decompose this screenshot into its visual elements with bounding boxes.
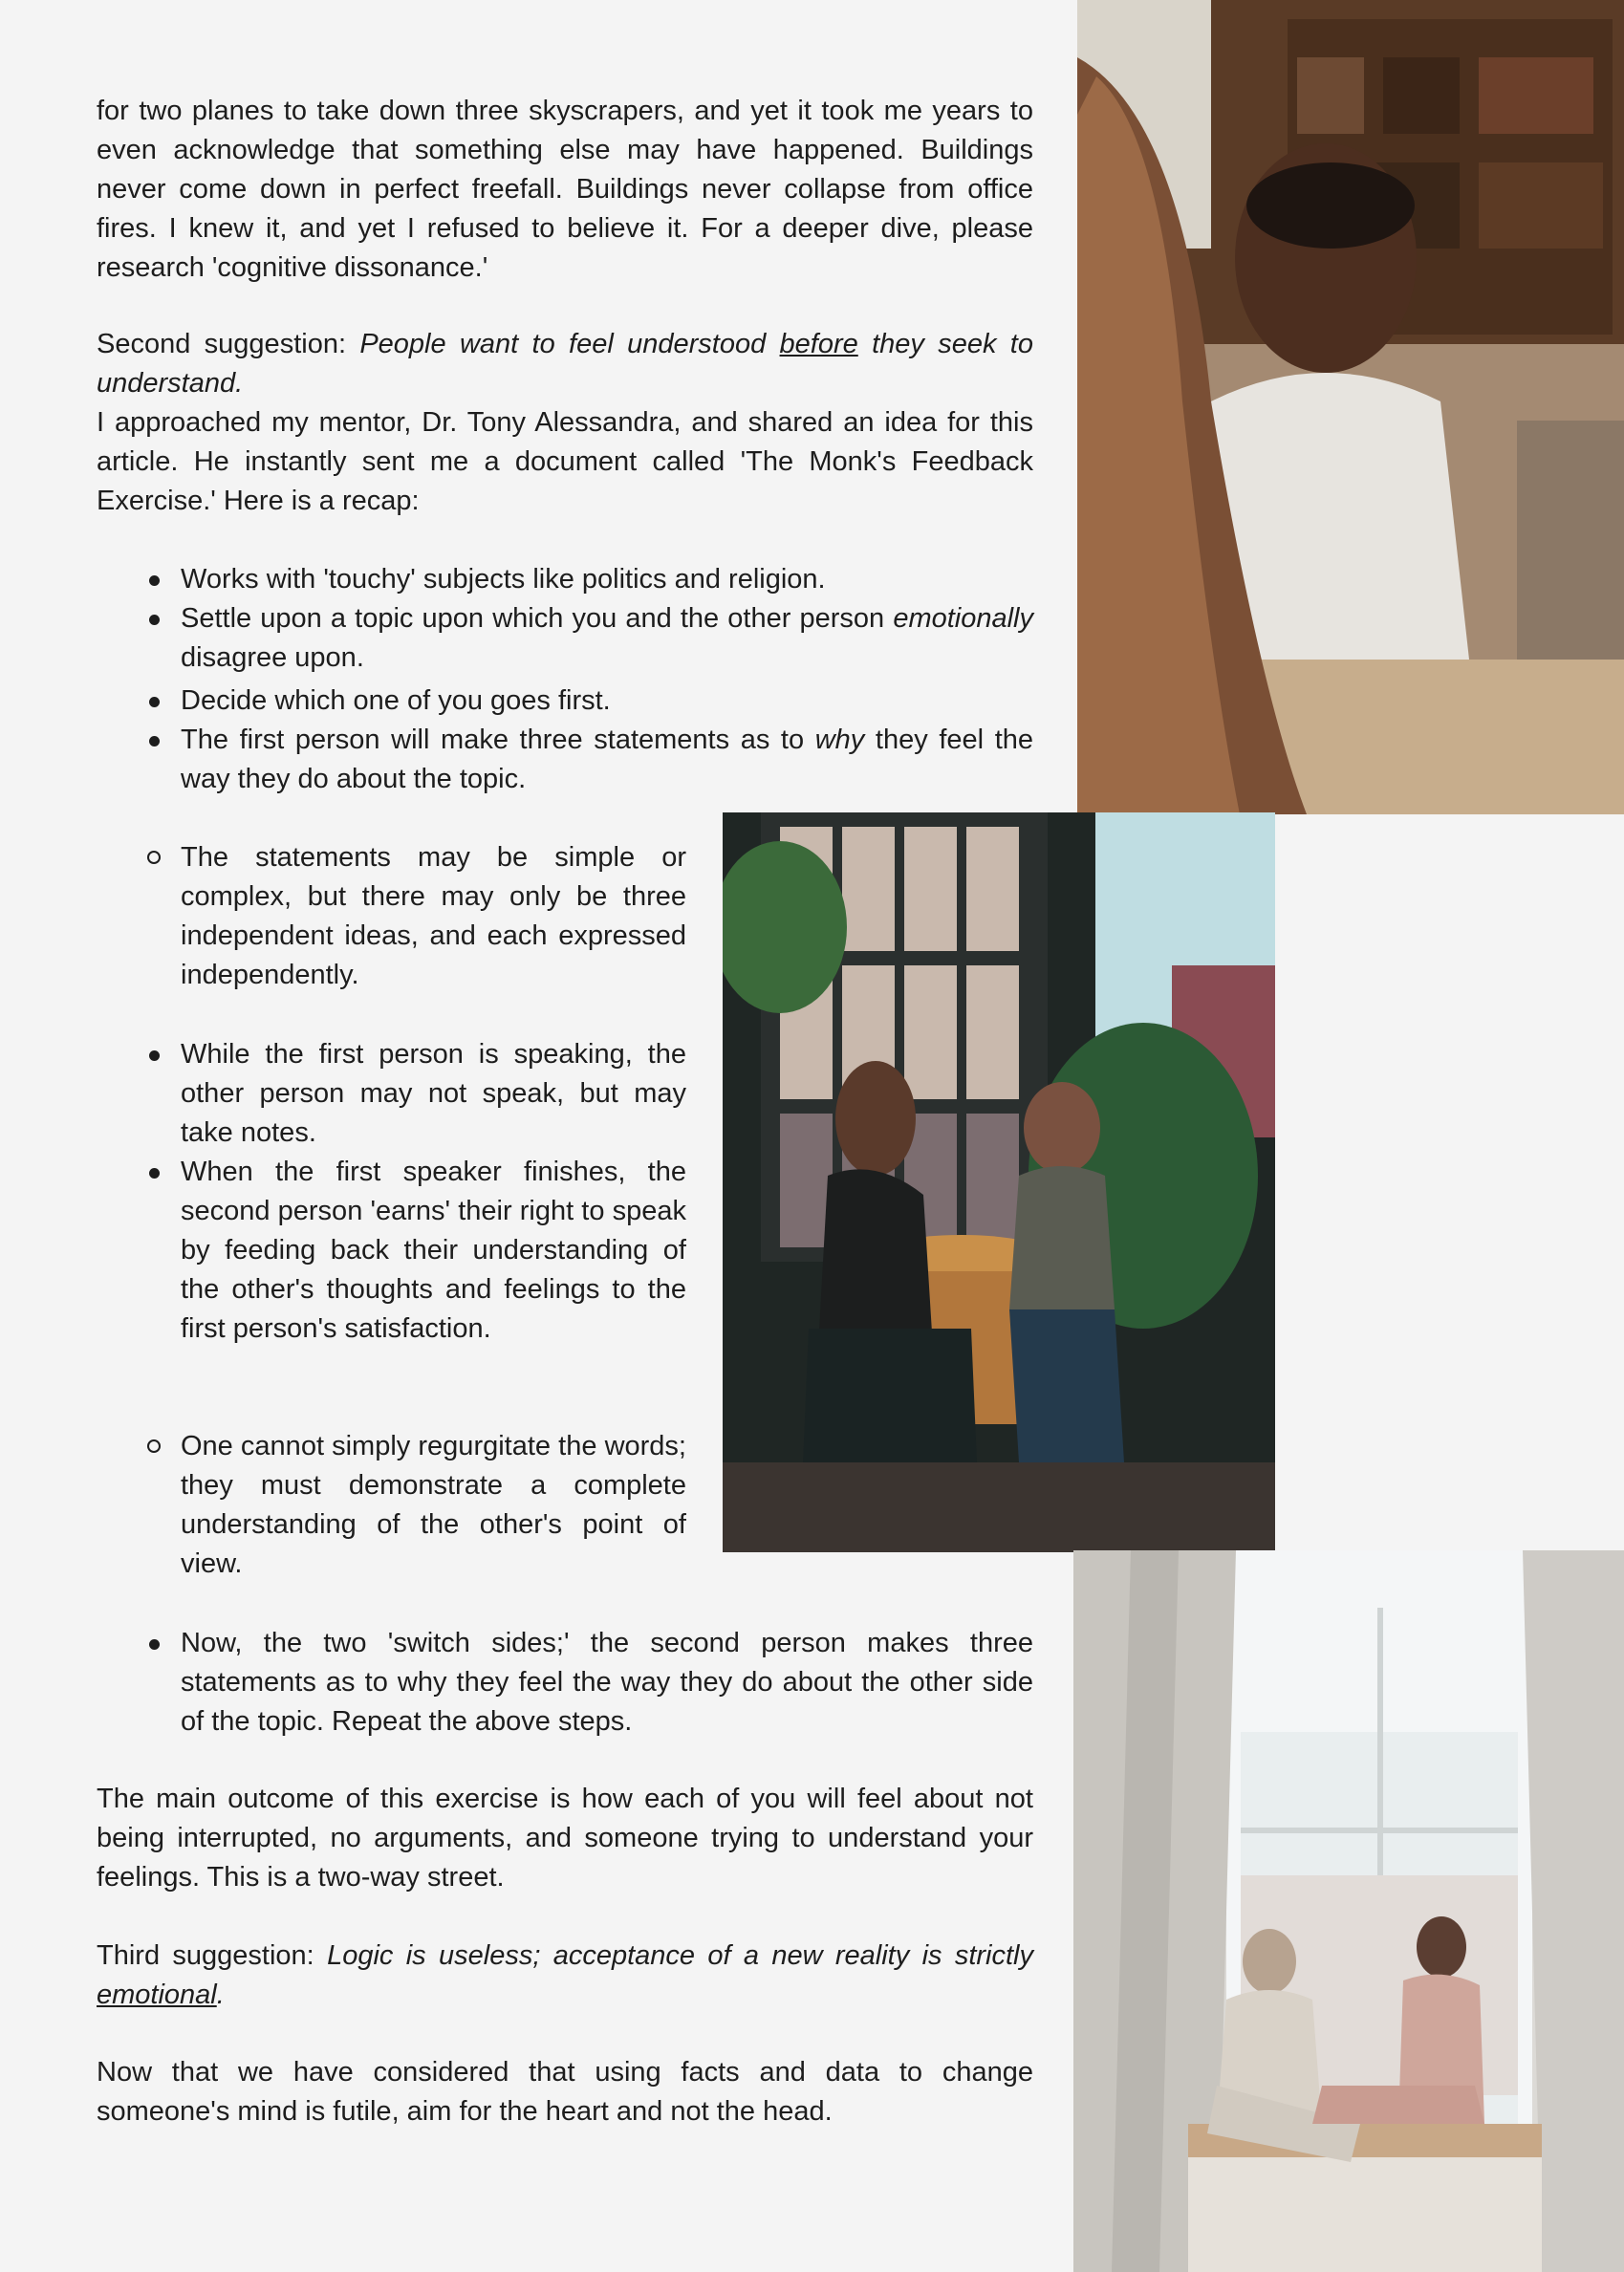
list-item-3 [97, 682, 1033, 721]
photo-man-talking-in-cafe [1077, 0, 1624, 814]
photo-women-sitting-by-window [1073, 1550, 1624, 2272]
paragraph-outcome-text: The main outcome of this exercise is how each of you will feel about not being interrupted, no arguments, and someone trying to understand your feelings. This is a two-way street. [97, 1784, 1033, 1893]
third-suggestion-quote-underlined: emotional [97, 1980, 217, 2010]
list-item-4-emphasis: why [814, 725, 865, 755]
paragraph-conclusion [97, 2053, 1033, 2131]
sub-list-item-1-text: The statements may be simple or complex, but there may only be three independent ideas, and each expressed independently. [181, 842, 686, 990]
sub-list-item-2-text: One cannot simply regurgitate the words; they must demonstrate a complete understanding of the other's point of view. [181, 1431, 686, 1579]
bullet-dot-icon [144, 1035, 163, 1074]
list-item-4-text-a: The first person will make three statements as to [181, 725, 815, 755]
bullet-dot-icon [144, 1153, 163, 1192]
list-item-4 [97, 721, 1033, 799]
list-item-2-text [181, 599, 1033, 678]
sub-list-item-1 [97, 838, 686, 995]
list-item-7-text: Now, the two 'switch sides;' the second person makes three statements as to why they feel the way they do about the other side of the topic. Repeat the above steps. [181, 1628, 1033, 1737]
list-item-2-text-a: Settle upon a topic upon which you and the other person [181, 603, 894, 634]
paragraph-intro [97, 92, 1033, 288]
list-item-3-text: Decide which one of you goes first. [181, 685, 611, 716]
list-item-2 [97, 599, 1033, 678]
paragraph-conclusion-text: Now that we have considered that using facts and data to change someone's mind is futile, aim for the heart and not the head. [97, 2057, 1033, 2127]
list-item-7 [97, 1624, 1033, 1742]
photo-women-at-cafe-table [723, 812, 1275, 1552]
list-item-6-text: When the first speaker finishes, the second person 'earns' their right to speak by feeding back their understanding of the other's thoughts and feelings to the first person's satisfaction. [181, 1157, 686, 1344]
third-suggestion-block [97, 1937, 1033, 2015]
third-suggestion-lead: Third suggestion: [97, 1940, 328, 1971]
list-item-6 [97, 1153, 686, 1349]
paragraph-intro-text: for two planes to take down three skyscrapers, and yet it took me years to even acknowledge that something else may have happened. Buildings never come down in perfect freefall. Buildings never collapse from office fires. I knew it, and yet I refused to believe it. For a deeper dive, please research 'cognitive dissonance.' [97, 96, 1033, 283]
bullet-circle-icon [144, 1427, 163, 1466]
second-suggestion-lead: Second suggestion: [97, 329, 360, 359]
second-suggestion [97, 325, 1033, 403]
sub-list-item-2 [97, 1427, 686, 1584]
list-item-5 [97, 1035, 686, 1153]
second-suggestion-quote-underlined: before [779, 329, 858, 359]
bullet-dot-icon [144, 599, 163, 638]
list-item-1 [97, 560, 1033, 599]
list-item-2-text-b: disagree upon. [181, 642, 364, 673]
list-item-5-text: While the first person is speaking, the other person may not speak, but may take notes. [181, 1039, 686, 1148]
list-item-4-text-b: they feel the way they do about the topic. [181, 725, 1034, 794]
third-suggestion-quote-a: Logic is useless; acceptance of a new reality is strictly [327, 1940, 1033, 1971]
bullet-dot-icon [144, 1624, 163, 1663]
paragraph-outcome [97, 1780, 1033, 1897]
list-item-2-emphasis: emotionally [893, 603, 1033, 634]
second-suggestion-block [97, 325, 1033, 521]
bullet-dot-icon [144, 682, 163, 721]
bullet-circle-icon [144, 838, 163, 877]
list-item-4-text [181, 721, 1033, 799]
bullet-dot-icon [144, 721, 163, 760]
third-suggestion [97, 1937, 1033, 2015]
bullet-dot-icon [144, 560, 163, 599]
list-item-1-text: Works with 'touchy' subjects like politics and religion. [181, 564, 826, 595]
second-suggestion-quote-a: People want to feel understood [359, 329, 780, 359]
third-suggestion-quote-b: . [216, 1980, 225, 2010]
paragraph-mentor: I approached my mentor, Dr. Tony Alessandra, and shared an idea for this article. He instantly sent me a document called 'The Monk's Feedback Exercise.' Here is a recap: [97, 407, 1033, 516]
second-suggestion-quote-b: they seek to understand. [97, 329, 1033, 399]
